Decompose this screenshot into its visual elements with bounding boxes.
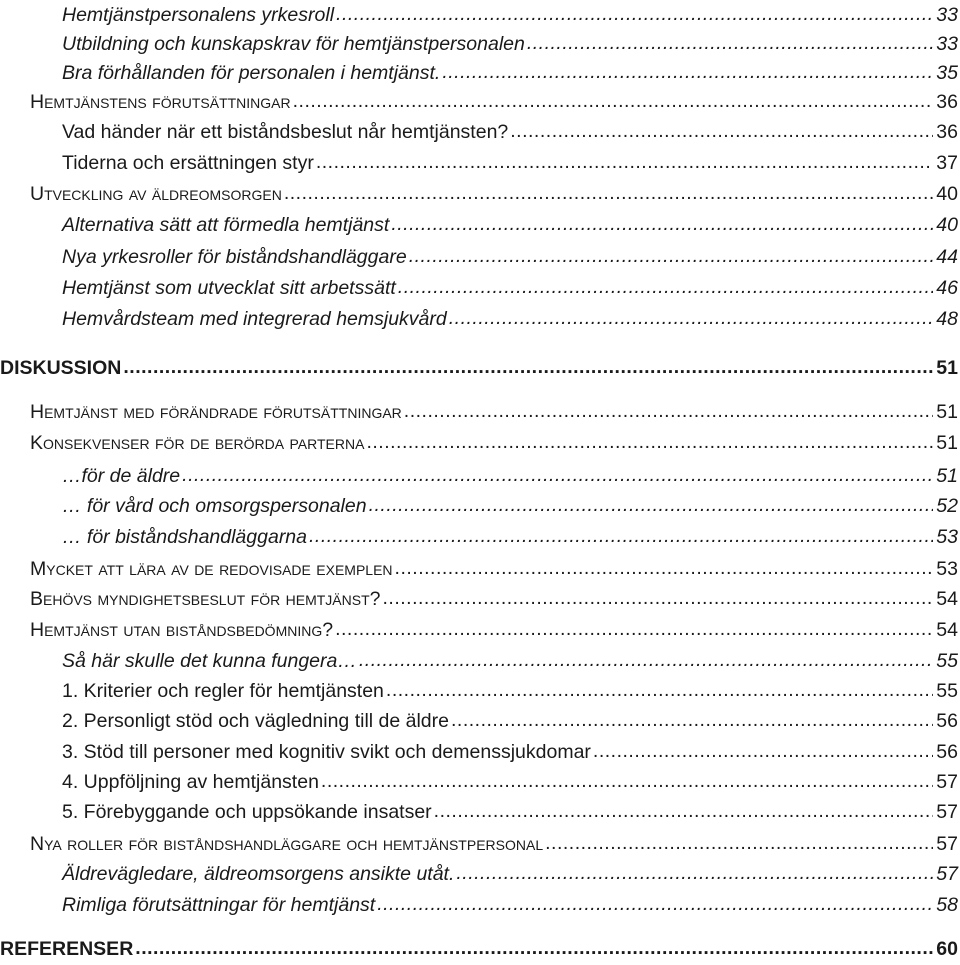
toc-entry-page: 51 (936, 465, 958, 487)
toc-leader-dots (434, 796, 934, 826)
toc-entry[interactable] (62, 304, 958, 334)
toc-entry-title: Utbildning och kunskapskrav för hemtjänstpersonalen (62, 33, 525, 55)
toc-leader-dots (182, 460, 933, 490)
toc-entry-title: Hemvårdsteam med integrerad hemsjukvård (62, 308, 447, 330)
toc-entry[interactable] (62, 242, 958, 272)
toc-entry[interactable] (30, 829, 958, 859)
toc-leader-dots (395, 553, 934, 583)
toc-entry[interactable] (62, 273, 958, 303)
toc-entry[interactable] (62, 646, 958, 676)
toc-entry[interactable] (0, 934, 958, 964)
toc-entry[interactable] (62, 491, 958, 521)
toc-entry-title: Rimliga förutsättningar för hemtjänst (62, 894, 376, 916)
toc-entry-page: 54 (936, 619, 958, 641)
toc-leader-dots (335, 614, 933, 644)
toc-leader-dots (442, 57, 933, 87)
toc-leader-dots (545, 828, 933, 858)
toc-entry-page: 35 (936, 62, 958, 84)
toc-entry-title: Så här skulle det kunna fungera… (62, 650, 357, 672)
toc-leader-dots (135, 933, 933, 963)
toc-entry-title: REFERENSER (0, 938, 134, 960)
toc-entry-page: 58 (936, 894, 958, 916)
toc-entry-title: Nya yrkesroller för biståndshandläggare (62, 246, 407, 268)
toc-leader-dots (510, 116, 933, 146)
toc-leader-dots (527, 28, 933, 58)
toc-entry-title: Hemtjänstpersonalens yrkesroll (62, 4, 335, 26)
toc-entry[interactable] (30, 87, 958, 117)
toc-entry-page: 57 (936, 863, 958, 885)
toc-entry[interactable] (30, 615, 958, 645)
toc-entry[interactable] (62, 29, 958, 59)
toc-entry[interactable] (62, 117, 958, 147)
toc-leader-dots (391, 209, 933, 239)
toc-leader-dots (456, 858, 933, 888)
toc-entry-title: 2. Personligt stöd och vägledning till de äldre (62, 710, 449, 732)
toc-entry-page: 57 (936, 833, 958, 855)
toc-entry[interactable] (62, 706, 958, 736)
toc-leader-dots (123, 352, 933, 382)
toc-entry-page: 33 (936, 4, 958, 26)
toc-leader-dots (369, 490, 934, 520)
toc-entry-title: Tiderna och ersättningen styr (62, 152, 314, 174)
toc-entry[interactable] (0, 353, 958, 383)
toc-entry-title: Konsekvenser för de berörda parterna (30, 432, 365, 454)
toc-entry-title: … för vård och omsorgspersonalen (62, 495, 367, 517)
toc-entry-page: 37 (936, 152, 958, 174)
toc-entry[interactable] (30, 397, 958, 427)
toc-entry-title: Hemtjänstens förutsättningar (30, 91, 291, 113)
toc-leader-dots (398, 272, 934, 302)
toc-entry-page: 57 (936, 771, 958, 793)
toc-leader-dots (404, 396, 934, 426)
toc-leader-dots (366, 427, 933, 457)
toc-entry[interactable] (62, 210, 958, 240)
toc-entry-page: 51 (936, 401, 958, 423)
toc-entry[interactable] (62, 461, 958, 491)
toc-entry[interactable] (30, 584, 958, 614)
toc-leader-dots (382, 583, 933, 613)
toc-entry[interactable] (62, 859, 958, 889)
toc-entry-page: 33 (936, 33, 958, 55)
toc-entry-title: 5. Förebyggande och uppsökande insatser (62, 801, 432, 823)
toc-entry-page: 46 (936, 277, 958, 299)
toc-entry[interactable] (62, 676, 958, 706)
toc-entry-page: 56 (936, 710, 958, 732)
toc-entry-page: 40 (936, 214, 958, 236)
toc-entry[interactable] (62, 148, 958, 178)
toc-leader-dots (449, 303, 934, 333)
toc-entry-title: Vad händer när ett biståndsbeslut når hemtjänsten? (62, 121, 509, 143)
toc-leader-dots (309, 521, 933, 551)
toc-entry-title: 3. Stöd till personer med kognitiv svikt och demenssjukdomar (62, 741, 591, 763)
toc-leader-dots (316, 147, 933, 177)
toc-leader-dots (293, 86, 934, 116)
toc-entry-page: 44 (936, 246, 958, 268)
toc-leader-dots (359, 645, 933, 675)
toc-entry-page: 52 (936, 495, 958, 517)
toc-leader-dots (593, 736, 933, 766)
toc-entry-title: Bra förhållanden för personalen i hemtjänst. (62, 62, 441, 84)
toc-entry-title: 1. Kriterier och regler för hemtjänsten (62, 680, 384, 702)
toc-entry-page: 54 (936, 588, 958, 610)
toc-entry-title: Mycket att lära av de redovisade exemplen (30, 558, 393, 580)
toc-entry[interactable] (30, 554, 958, 584)
toc-entry-page: 48 (936, 308, 958, 330)
toc-entry[interactable] (62, 890, 958, 920)
toc-entry-page: 51 (936, 357, 958, 379)
toc-entry-title: Äldrevägledare, äldreomsorgens ansikte utåt. (62, 863, 455, 885)
toc-entry[interactable] (62, 58, 958, 88)
toc-entry-page: 60 (936, 938, 958, 960)
toc-entry-page: 40 (936, 183, 958, 205)
toc-entry-page: 36 (936, 91, 958, 113)
toc-entry[interactable] (62, 522, 958, 552)
toc-entry-title: 4. Uppföljning av hemtjänsten (62, 771, 319, 793)
toc-entry-title: Hemtjänst som utvecklat sitt arbetssätt (62, 277, 396, 299)
toc-entry-title: Alternativa sätt att förmedla hemtjänst (62, 214, 390, 236)
toc-leader-dots (284, 178, 933, 208)
toc-entry-page: 53 (936, 558, 958, 580)
toc-entry[interactable] (62, 0, 958, 30)
toc-entry-page: 56 (936, 741, 958, 763)
toc-entry[interactable] (62, 797, 958, 827)
toc-entry-title: …för de äldre (62, 465, 181, 487)
toc-entry-title: Behövs myndighetsbeslut för hemtjänst? (30, 588, 381, 610)
toc-entry-page: 55 (936, 680, 958, 702)
toc-entry-title: Utveckling av äldreomsorgen (30, 183, 282, 205)
toc-entry-page: 57 (936, 801, 958, 823)
toc-entry[interactable] (62, 737, 958, 767)
toc-entry-page: 53 (936, 526, 958, 548)
toc-entry[interactable] (30, 428, 958, 458)
toc-entry-page: 55 (936, 650, 958, 672)
toc-entry-title: Nya roller för biståndshandläggare och hemtjänstpersonal (30, 833, 544, 855)
toc-entry[interactable] (62, 767, 958, 797)
toc-entry-title: DISKUSSION (0, 357, 122, 379)
toc-entry-title: … för biståndshandläggarna (62, 526, 307, 548)
toc-entry-page: 36 (936, 121, 958, 143)
toc-entry[interactable] (30, 179, 958, 209)
toc-entry-page: 51 (936, 432, 958, 454)
toc-leader-dots (386, 675, 933, 705)
toc-entry-title: Hemtjänst med förändrade förutsättningar (30, 401, 402, 423)
toc-leader-dots (336, 0, 933, 29)
toc-entry-title: Hemtjänst utan biståndsbedömning? (30, 619, 334, 641)
toc-leader-dots (377, 889, 933, 919)
toc-leader-dots (409, 241, 934, 271)
toc-leader-dots (451, 705, 933, 735)
toc-leader-dots (321, 766, 933, 796)
